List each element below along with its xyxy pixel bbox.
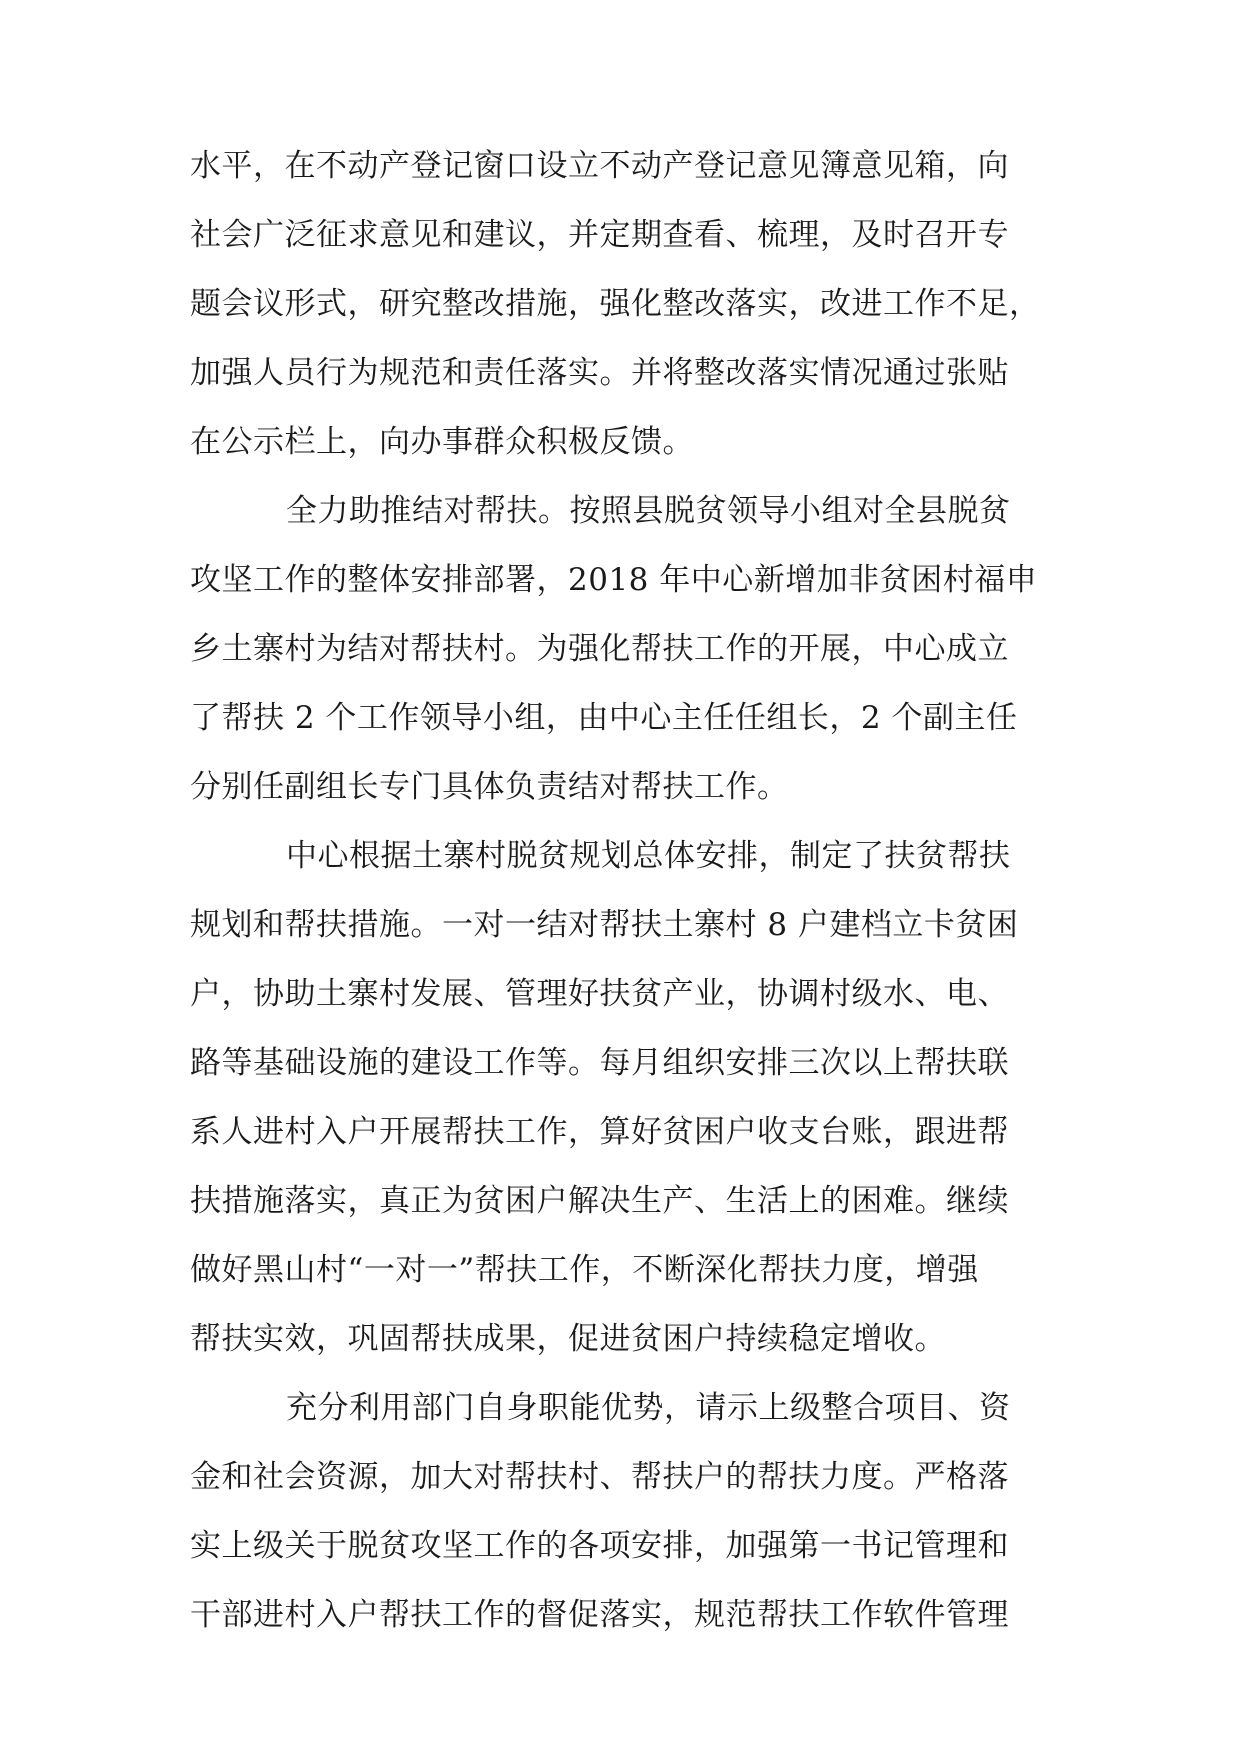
text-line: 攻坚工作的整体安排部署，2018 年中心新增加非贫困村福申	[190, 562, 1038, 598]
text-line: 在公示栏上，向办事群众积极反馈。	[190, 424, 694, 460]
text-line: 了帮扶 2 个工作领导小组，由中心主任任组长，2 个副主任	[190, 700, 1018, 736]
text-line: 社会广泛征求意见和建议，并定期查看、梳理，及时召开专	[190, 217, 1009, 253]
text-line: 规划和帮扶措施。一对一结对帮扶土寨村 8 户建档立卡贫困	[190, 907, 1019, 943]
text-line: 水平，在不动产登记窗口设立不动产登记意见簿意见箱，向	[190, 148, 1009, 184]
text-line: 实上级关于脱贫攻坚工作的各项安排，加强第一书记管理和	[190, 1528, 1009, 1564]
text-line: 扶措施落实，真正为贫困户解决生产、生活上的困难。继续	[190, 1183, 1009, 1219]
text-line: 金和社会资源，加大对帮扶村、帮扶户的帮扶力度。严格落	[190, 1459, 1009, 1495]
text-line: 题会议形式，研究整改措施，强化整改落实，改进工作不足，	[190, 286, 1041, 322]
text-line: 路等基础设施的建设工作等。每月组织安排三次以上帮扶联	[190, 1045, 1009, 1081]
text-line: 分别任副组长专门具体负责结对帮扶工作。	[190, 769, 789, 805]
text-line: 系人进村入户开展帮扶工作，算好贫困户收支台账，跟进帮	[190, 1114, 1009, 1150]
text-line: 乡土寨村为结对帮扶村。为强化帮扶工作的开展，中心成立	[190, 631, 1009, 667]
text-line: 户，协助土寨村发展、管理好扶贫产业，协调村级水、电、	[190, 976, 1009, 1012]
text-line: 加强人员行为规范和责任落实。并将整改落实情况通过张贴	[190, 355, 1009, 391]
paragraph-start-line: 充分利用部门自身职能优势，请示上级整合项目、资	[286, 1390, 1011, 1426]
text-line: 做好黑山村“一对一”帮扶工作，不断深化帮扶力度，增强	[190, 1252, 979, 1288]
paragraph-start-line: 中心根据土寨村脱贫规划总体安排，制定了扶贫帮扶	[286, 838, 1011, 874]
paragraph-start-line: 全力助推结对帮扶。按照县脱贫领导小组对全县脱贫	[286, 493, 1011, 529]
text-line: 帮扶实效，巩固帮扶成果，促进贫困户持续稳定增收。	[190, 1321, 946, 1357]
text-line: 干部进村入户帮扶工作的督促落实，规范帮扶工作软件管理	[190, 1597, 1009, 1633]
